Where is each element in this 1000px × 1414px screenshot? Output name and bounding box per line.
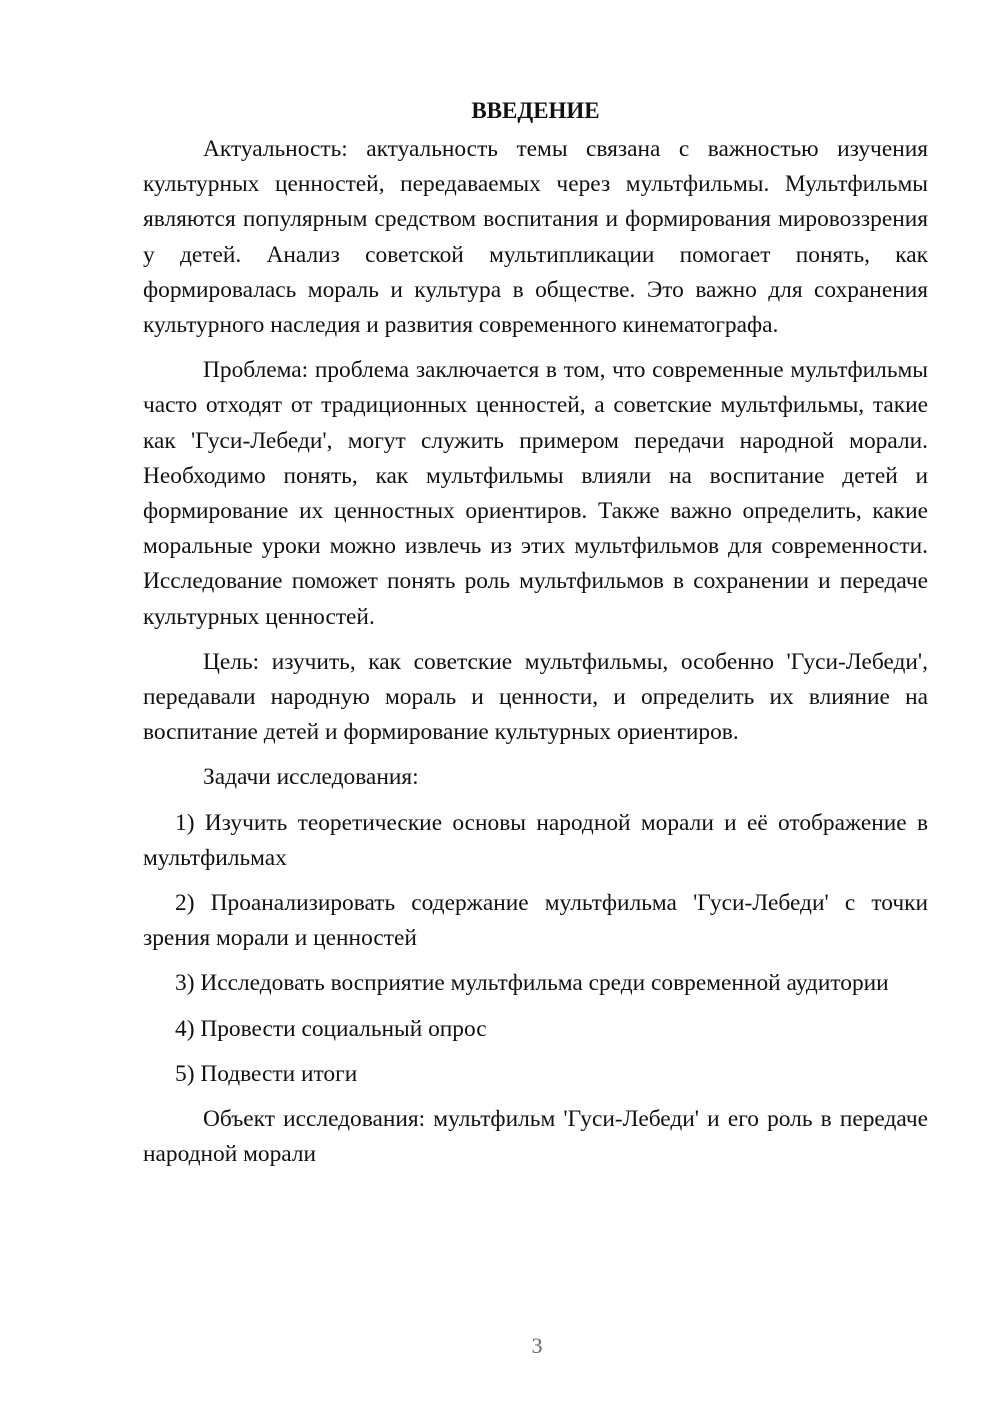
task-item-1: 1) Изучить теоретические основы народной морали и её отображение в мультфильмах xyxy=(143,809,928,871)
paragraph-relevance: Актуальность: актуальность темы связана с важностью изучения культурных ценностей, передаваемых через мультфильмы. Мультфильмы являются популярным средством воспитания и формирования мировоззрения у детей. Анализ советской мультипликации помогает понять, как формировалась мораль и культура в обществе. Это важно для сохранения культурного наследия и развития современного кинематографа. xyxy=(143,136,928,339)
paragraph-problem: Проблема: проблема заключается в том, что современные мультфильмы часто отходят от традиционных ценностей, а советские мультфильмы, такие как 'Гуси-Лебеди', могут служить примером передачи народной морали. Необходимо понять, как мультфильмы влияли на воспитание детей и формирование их ценностных ориентиров. Также важно определить, какие моральные уроки можно извлечь из этих мультфильмов для современности. Исследование поможет понять роль мультфильмов в сохранении и передаче культурных ценностей. xyxy=(143,357,928,630)
task-item-4: 4) Провести социальный опрос xyxy=(175,1015,487,1042)
task-item-2: 2) Проанализировать содержание мультфильма 'Гуси-Лебеди' с точки зрения морали и ценностей xyxy=(143,890,928,952)
task-item-3: 3) Исследовать восприятие мультфильма среди современной аудитории xyxy=(175,970,889,997)
tasks-heading: Задачи исследования: xyxy=(203,764,419,791)
page-content xyxy=(143,96,928,1182)
task-item-5: 5) Подвести итоги xyxy=(175,1060,358,1087)
page-number: 3 xyxy=(531,1333,543,1358)
paragraph-goal: Цель: изучить, как советские мультфильмы, особенно 'Гуси-Лебеди', передавали народную мораль и ценности, и определить их влияние на воспитание детей и формирование культурных ориентиров. xyxy=(143,648,928,746)
page-title: ВВЕДЕНИЕ xyxy=(471,98,600,123)
paragraph-object: Объект исследования: мультфильм 'Гуси-Лебеди' и его роль в передаче народной морали xyxy=(143,1106,928,1168)
